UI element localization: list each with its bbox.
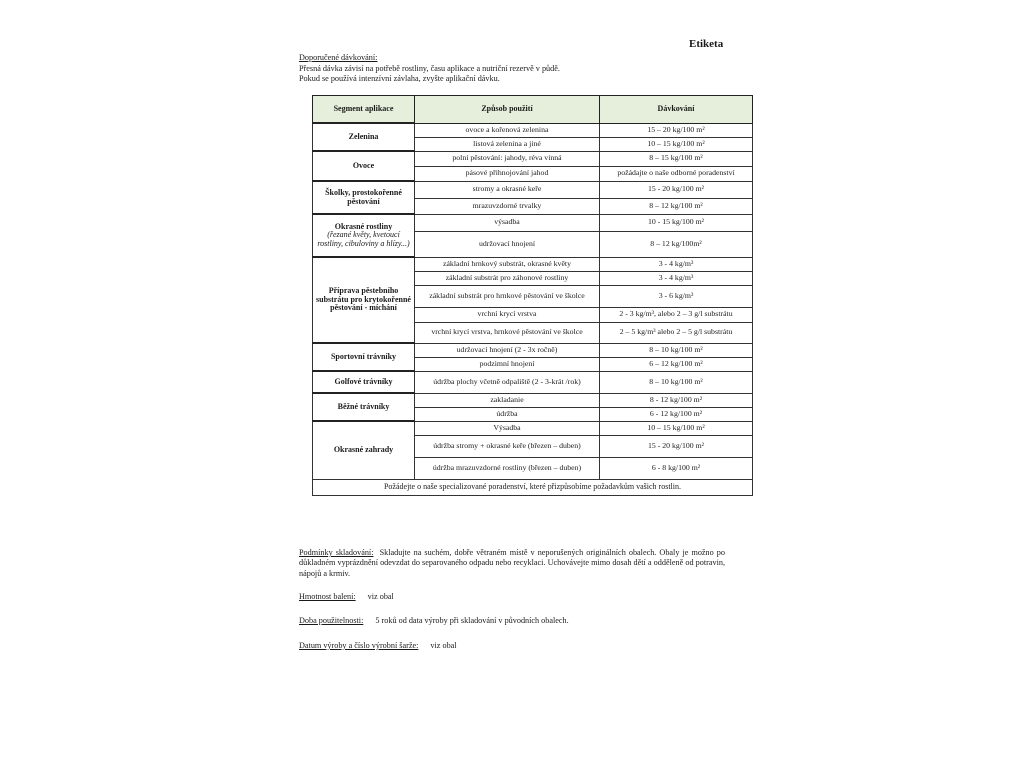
dose-cell: 6 - 8 kg/100 m² [600, 457, 753, 479]
segment-label: Golfové trávníky [334, 376, 393, 386]
use-cell: údržba [415, 407, 600, 421]
storage-text: Skladujte na suchém, dobře větraném místě v neporušených originálních obalech. Obaly je možno po důkladném vyprázdnění odevzdat do separovaného odpadu nebo recyklaci. Uchovávejte mimo dosah dětí a odděleně od potravin, nápojů a krmiv. [299, 548, 725, 578]
storage-heading: Podmínky skladování: [299, 548, 374, 557]
use-cell: listová zelenina a jiné [415, 137, 600, 151]
segment-label: Ovoce [352, 160, 375, 170]
batch-label: Datum výroby a číslo výrobní šarže: [299, 641, 419, 650]
use-cell: základní hrnkový substrát, okrasné květy [415, 257, 600, 271]
segment-note: (řezané květy, kvetoucí rostliny, cibuloviny a hlízy...) [317, 230, 410, 248]
weight-line [299, 592, 394, 601]
use-cell: podzimní hnojení [415, 357, 600, 371]
shelf-life-line [299, 616, 569, 625]
dose-cell: 8 - 12 kg/100 m² [600, 393, 753, 407]
dosage-line-2: Pokud se používá intenzívní závlaha, zvyšte aplikační dávku. [299, 74, 500, 83]
use-cell: vrchní krycí vrstva, hrnkové pěstování ve školce [415, 322, 600, 343]
dosage-line-1: Přesná dávka závisí na potřebě rostliny, času aplikace a nutriční rezervě v půdě. [299, 63, 560, 73]
segment-label: Zelenina [348, 131, 379, 141]
use-cell: polní pěstování: jahody, réva vinná [415, 151, 600, 166]
table-footer-row [313, 479, 753, 495]
use-cell: udržovací hnojení (2 - 3x ročně) [415, 343, 600, 357]
segment-label: Sportovní trávníky [330, 351, 397, 361]
use-cell: stromy a okrasné keře [415, 181, 600, 198]
table-row [313, 393, 753, 407]
storage-conditions [299, 548, 725, 579]
segment-cell [313, 181, 415, 214]
batch-line [299, 641, 457, 650]
use-cell: výsadba [415, 214, 600, 231]
table-row [313, 151, 753, 166]
segment-cell [313, 421, 415, 479]
table-body [313, 123, 753, 479]
use-cell: základní substrát pro záhonové rostliny [415, 271, 600, 285]
shelf-life-value: 5 roků od data výroby při skladování v původních obalech. [375, 616, 569, 625]
segment-cell [313, 393, 415, 421]
table-row [313, 181, 753, 198]
dosage-heading: Doporučené dávkování: [299, 53, 378, 62]
dosage-table [312, 95, 753, 496]
segment-label: Běžné trávníky [337, 401, 390, 411]
segment-cell [313, 151, 415, 181]
dose-cell: 15 - 20 kg/100 m² [600, 435, 753, 457]
page-title: Etiketa [689, 38, 724, 50]
dose-cell: 8 – 12 kg/100m² [600, 231, 753, 257]
dose-cell: 8 – 10 kg/100 m² [600, 343, 753, 357]
header-dose: Dávkování [600, 96, 753, 124]
dose-cell: 8 – 15 kg/100 m² [600, 151, 753, 166]
use-cell: zakladanie [415, 393, 600, 407]
dose-cell: 3 - 4 kg/m³ [600, 271, 753, 285]
dose-cell: 10 – 15 kg/100 m² [600, 421, 753, 435]
dose-cell: 3 - 6 kg/m³ [600, 285, 753, 307]
dose-cell: požádajte o naše odborné poradenství [600, 166, 753, 181]
dose-cell: 6 - 12 kg/100 m² [600, 407, 753, 421]
use-cell: pásové přihnojování jahod [415, 166, 600, 181]
table-row [313, 257, 753, 271]
use-cell: údržba plochy včetně odpaliště (2 - 3-krát /rok) [415, 371, 600, 393]
segment-label: Okrasné zahrady [333, 444, 394, 454]
table-row [313, 214, 753, 231]
header-segment: Segment aplikace [313, 96, 415, 124]
segment-cell [313, 343, 415, 371]
weight-label: Hmotnost balení: [299, 592, 356, 601]
dose-cell: 2 - 3 kg/m³, alebo 2 – 3 g/l substrátu [600, 307, 753, 322]
use-cell: údržba mrazuvzdorné rostliny (březen – duben) [415, 457, 600, 479]
segment-label: Školky, prostokořenné pěstování [325, 187, 402, 206]
shelf-life-label: Doba použitelnosti: [299, 616, 364, 625]
dose-cell: 3 - 4 kg/m³ [600, 257, 753, 271]
segment-cell [313, 214, 415, 257]
header-use: Způsob použití [415, 96, 600, 124]
table-header-row [313, 96, 753, 124]
dose-cell: 10 - 15 kg/100 m² [600, 214, 753, 231]
segment-cell [313, 257, 415, 343]
use-cell: vrchní krycí vrstva [415, 307, 600, 322]
table-row [313, 343, 753, 357]
dose-cell: 10 – 15 kg/100 m² [600, 137, 753, 151]
use-cell: mrazuvzdorné trvalky [415, 198, 600, 214]
batch-value: viz obal [430, 641, 457, 650]
use-cell: Výsadba [415, 421, 600, 435]
segment-label: Okrasné rostliny [334, 221, 393, 231]
dose-cell: 8 – 12 kg/100 m² [600, 198, 753, 214]
dose-cell: 2 – 5 kg/m³ alebo 2 – 5 g/l substrátu [600, 322, 753, 343]
use-cell: základní substrát pro hrnkové pěstování ve školce [415, 285, 600, 307]
dose-cell: 15 - 20 kg/100 m² [600, 181, 753, 198]
table-row [313, 123, 753, 137]
dose-cell: 15 – 20 kg/100 m² [600, 123, 753, 137]
use-cell: údržba stromy + okrasné keře (březen – duben) [415, 435, 600, 457]
dose-cell: 8 – 10 kg/100 m² [600, 371, 753, 393]
table-row [313, 421, 753, 435]
segment-cell [313, 123, 415, 151]
use-cell: udržovací hnojení [415, 231, 600, 257]
dose-cell: 6 – 12 kg/100 m² [600, 357, 753, 371]
table-row [313, 371, 753, 393]
weight-value: viz obal [367, 592, 394, 601]
dosage-intro [299, 53, 719, 85]
table-footer-note: Požádejte o naše specializované poradenství, které přizpůsobíme požadavkům vašich rostlin. [313, 479, 753, 495]
segment-cell [313, 371, 415, 393]
use-cell: ovoce a kořenová zelenina [415, 123, 600, 137]
segment-label: Příprava pěstebního substrátu pro krytokořenné pěstování - míchání [316, 286, 411, 313]
